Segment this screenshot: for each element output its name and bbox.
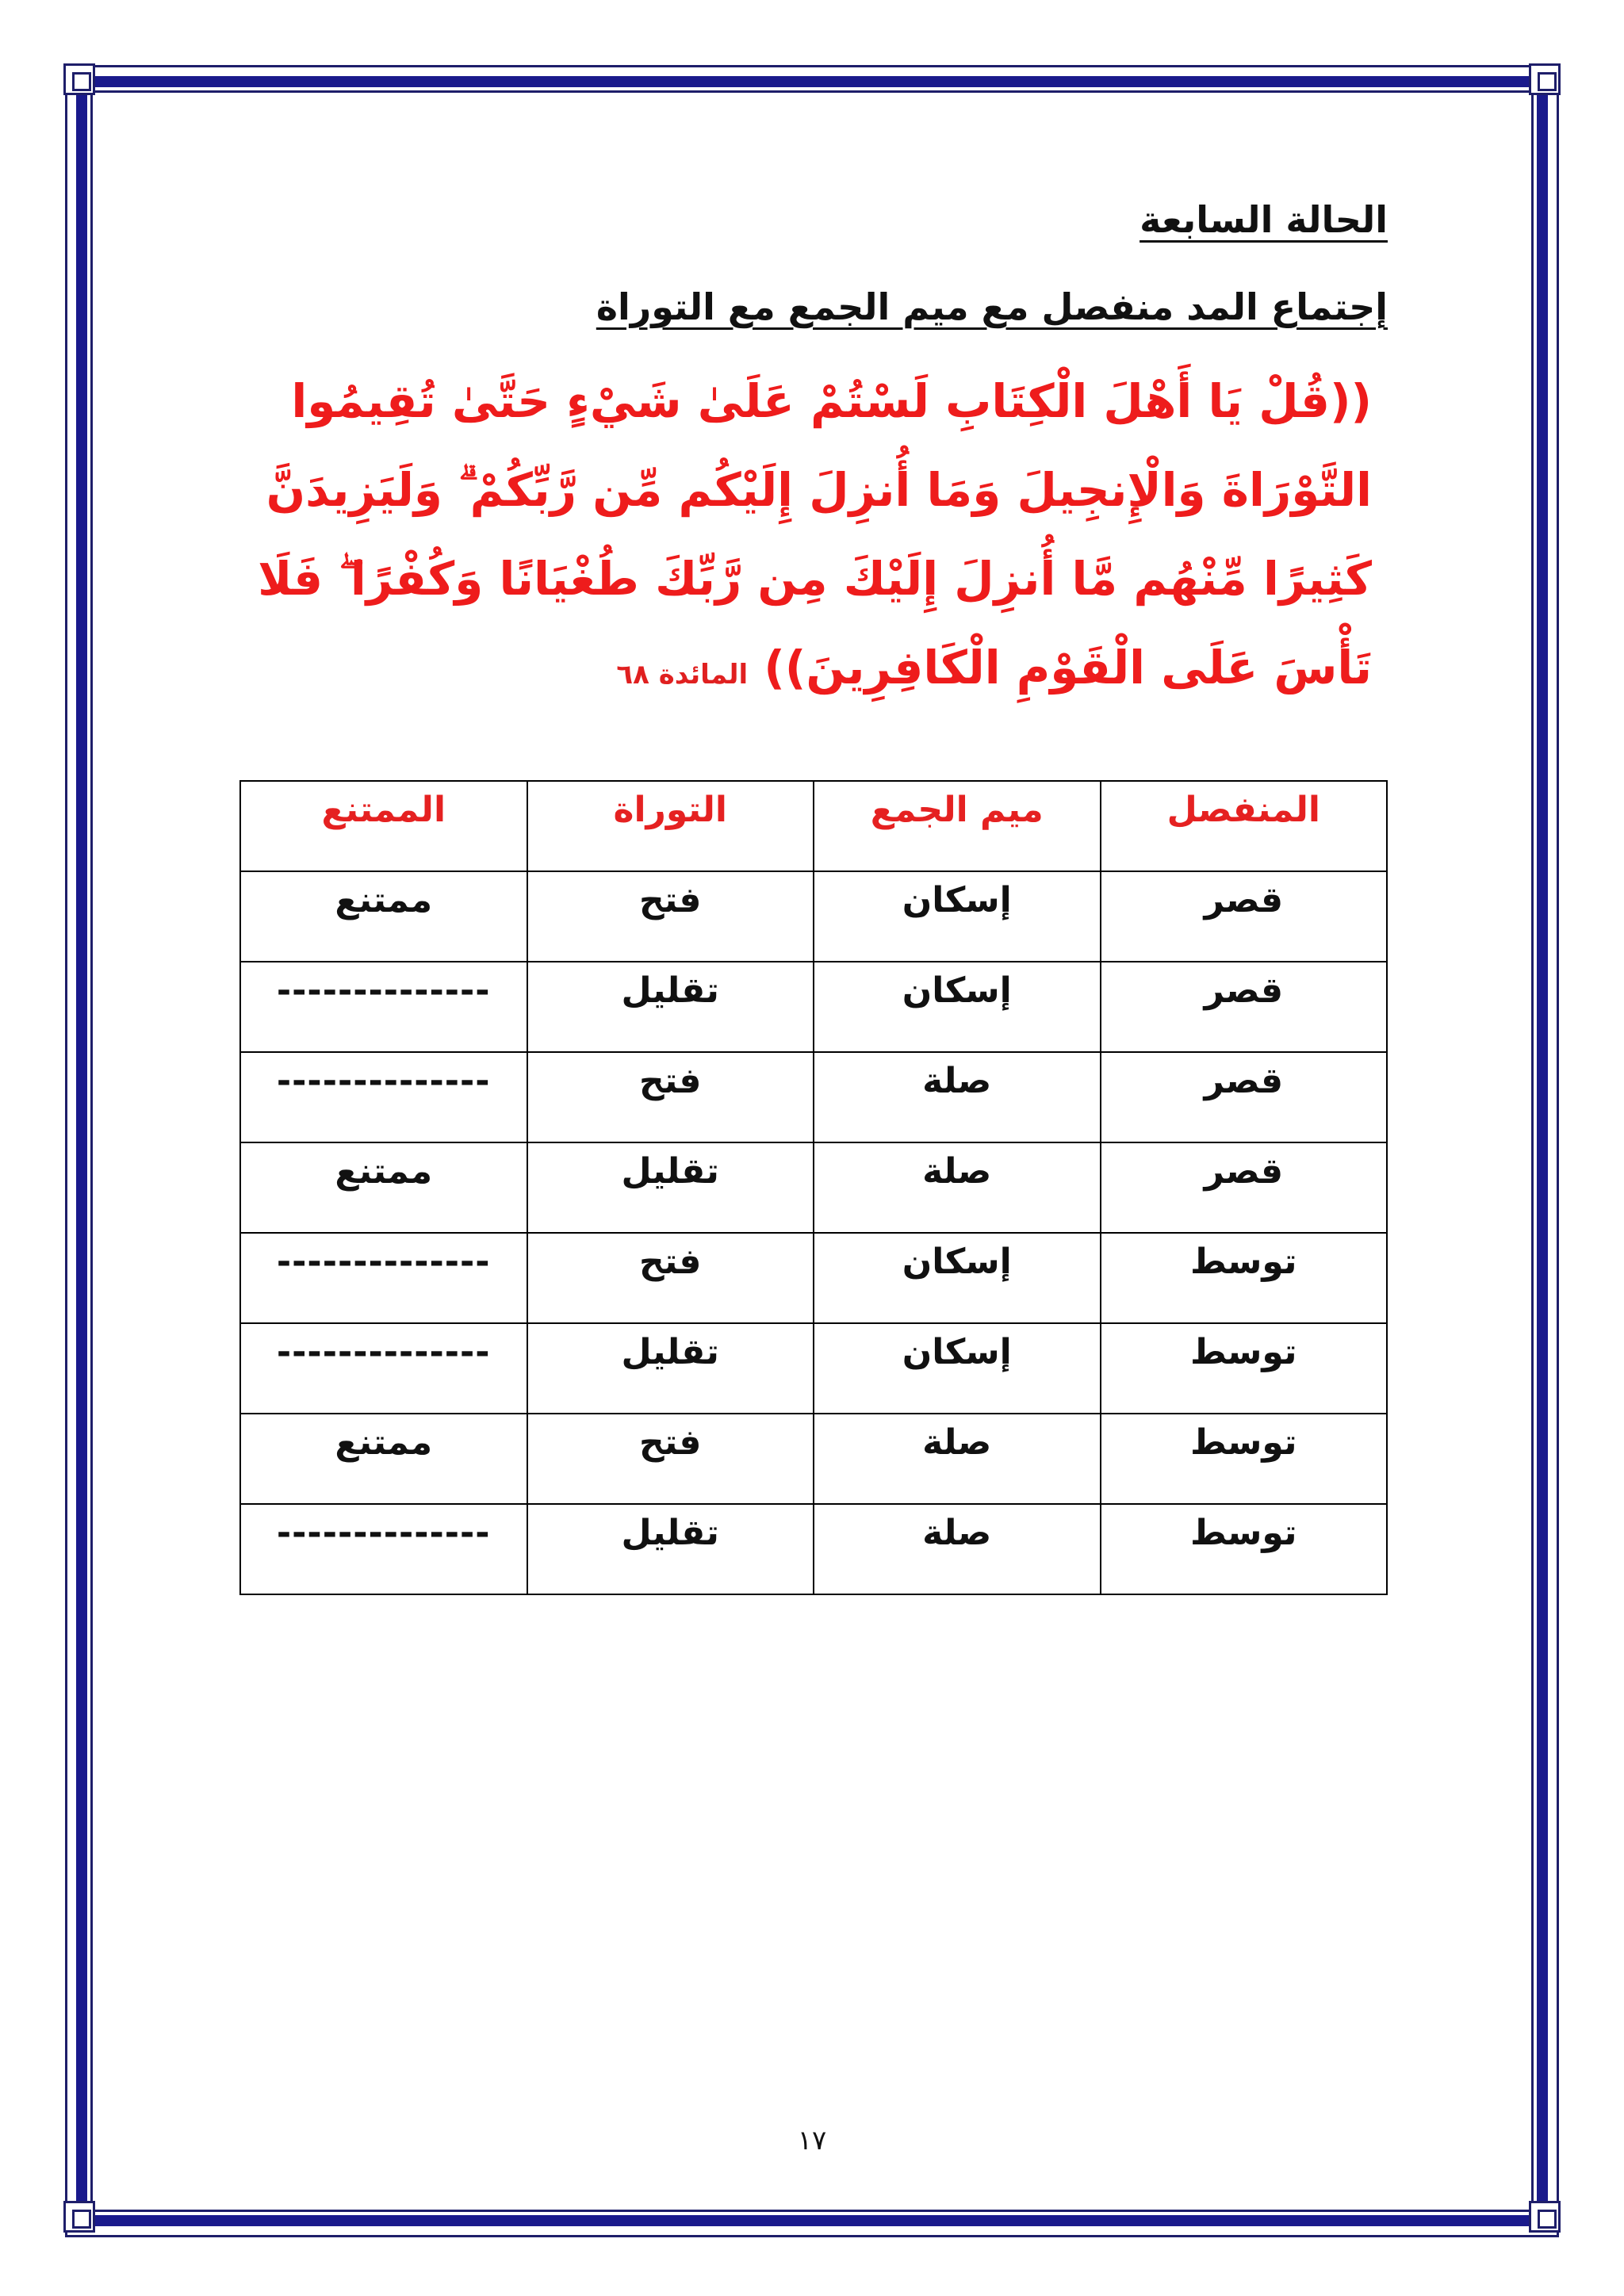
table-cell: صلة — [814, 1142, 1101, 1233]
table-row — [240, 1142, 1387, 1233]
border-corner-ornament — [63, 63, 95, 95]
border-corner-ornament — [1529, 2201, 1561, 2233]
border-corner-ornament — [1529, 63, 1561, 95]
column-header: ميم الجمع — [814, 781, 1101, 871]
table-cell: توسط — [1101, 1414, 1388, 1504]
column-header: الممتنع — [240, 781, 527, 871]
table-cell: إسكان — [814, 871, 1101, 962]
case-subtitle: إجتماع المد منفصل مع ميم الجمع مع التوراة — [596, 285, 1388, 328]
case-title: الحالة السابعة — [1139, 198, 1388, 241]
table-row — [240, 1233, 1387, 1323]
column-header: المنفصل — [1101, 781, 1388, 871]
table-cell: قصر — [1101, 1052, 1388, 1142]
table-cell: تقليل — [527, 962, 814, 1052]
table-cell: توسط — [1101, 1323, 1388, 1414]
table-cell: فتح — [527, 871, 814, 962]
page-number: ١٧ — [797, 2125, 827, 2156]
table-cell: تقليل — [527, 1142, 814, 1233]
table-cell: صلة — [814, 1052, 1101, 1142]
table-cell: ممتنع — [240, 1414, 527, 1504]
table-cell: -------------- — [240, 1504, 527, 1594]
table-cell: توسط — [1101, 1233, 1388, 1323]
verse-open-bracket: (( — [1329, 374, 1372, 428]
quran-verse — [198, 357, 1372, 719]
table-cell: فتح — [527, 1233, 814, 1323]
table-row — [240, 1052, 1387, 1142]
column-header: التوراة — [527, 781, 814, 871]
page-content — [119, 119, 1388, 2180]
table-cell: إسكان — [814, 1233, 1101, 1323]
verse-text: قُلْ يَا أَهْلَ الْكِتَابِ لَسْتُمْ عَلَىٰ شَيْءٍ حَتَّىٰ تُقِيمُوا التَّوْرَاةَ وَالْإِنجِيلَ وَمَا أُنزِلَ إِلَيْكُم مِّن رَّبِّكُمْ ۗ وَلَيَزِيدَنَّ كَثِيرًا مِّنْهُم مَّا أُنزِلَ إِلَيْكَ مِن رَّبِّكَ طُغْيَانًا وَكُفْرًا ۖ فَلَا تَأْسَ عَلَى الْقَوْمِ الْكَافِرِينَ — [258, 374, 1372, 695]
table-cell: إسكان — [814, 1323, 1101, 1414]
table-row — [240, 1323, 1387, 1414]
table-cell: تقليل — [527, 1323, 814, 1414]
verse-close-bracket: )) — [764, 641, 806, 695]
table-cell: فتح — [527, 1052, 814, 1142]
table-cell: صلة — [814, 1504, 1101, 1594]
table-header-row — [240, 781, 1387, 871]
recitation-table — [239, 780, 1388, 1595]
table-cell: -------------- — [240, 1233, 527, 1323]
table-row — [240, 871, 1387, 962]
verse-reference: المائدة ٦٨ — [616, 659, 749, 691]
table-cell: صلة — [814, 1414, 1101, 1504]
table-cell: إسكان — [814, 962, 1101, 1052]
table-cell: قصر — [1101, 871, 1388, 962]
table-cell: فتح — [527, 1414, 814, 1504]
border-corner-ornament — [63, 2201, 95, 2233]
table-cell: -------------- — [240, 962, 527, 1052]
table-row — [240, 962, 1387, 1052]
table-cell: توسط — [1101, 1504, 1388, 1594]
table-cell: ممتنع — [240, 871, 527, 962]
table-row — [240, 1504, 1387, 1594]
table-row — [240, 1414, 1387, 1504]
table-cell: قصر — [1101, 962, 1388, 1052]
table-cell: ممتنع — [240, 1142, 527, 1233]
table-cell: تقليل — [527, 1504, 814, 1594]
table-cell: -------------- — [240, 1052, 527, 1142]
table-cell: قصر — [1101, 1142, 1388, 1233]
table-cell: -------------- — [240, 1323, 527, 1414]
